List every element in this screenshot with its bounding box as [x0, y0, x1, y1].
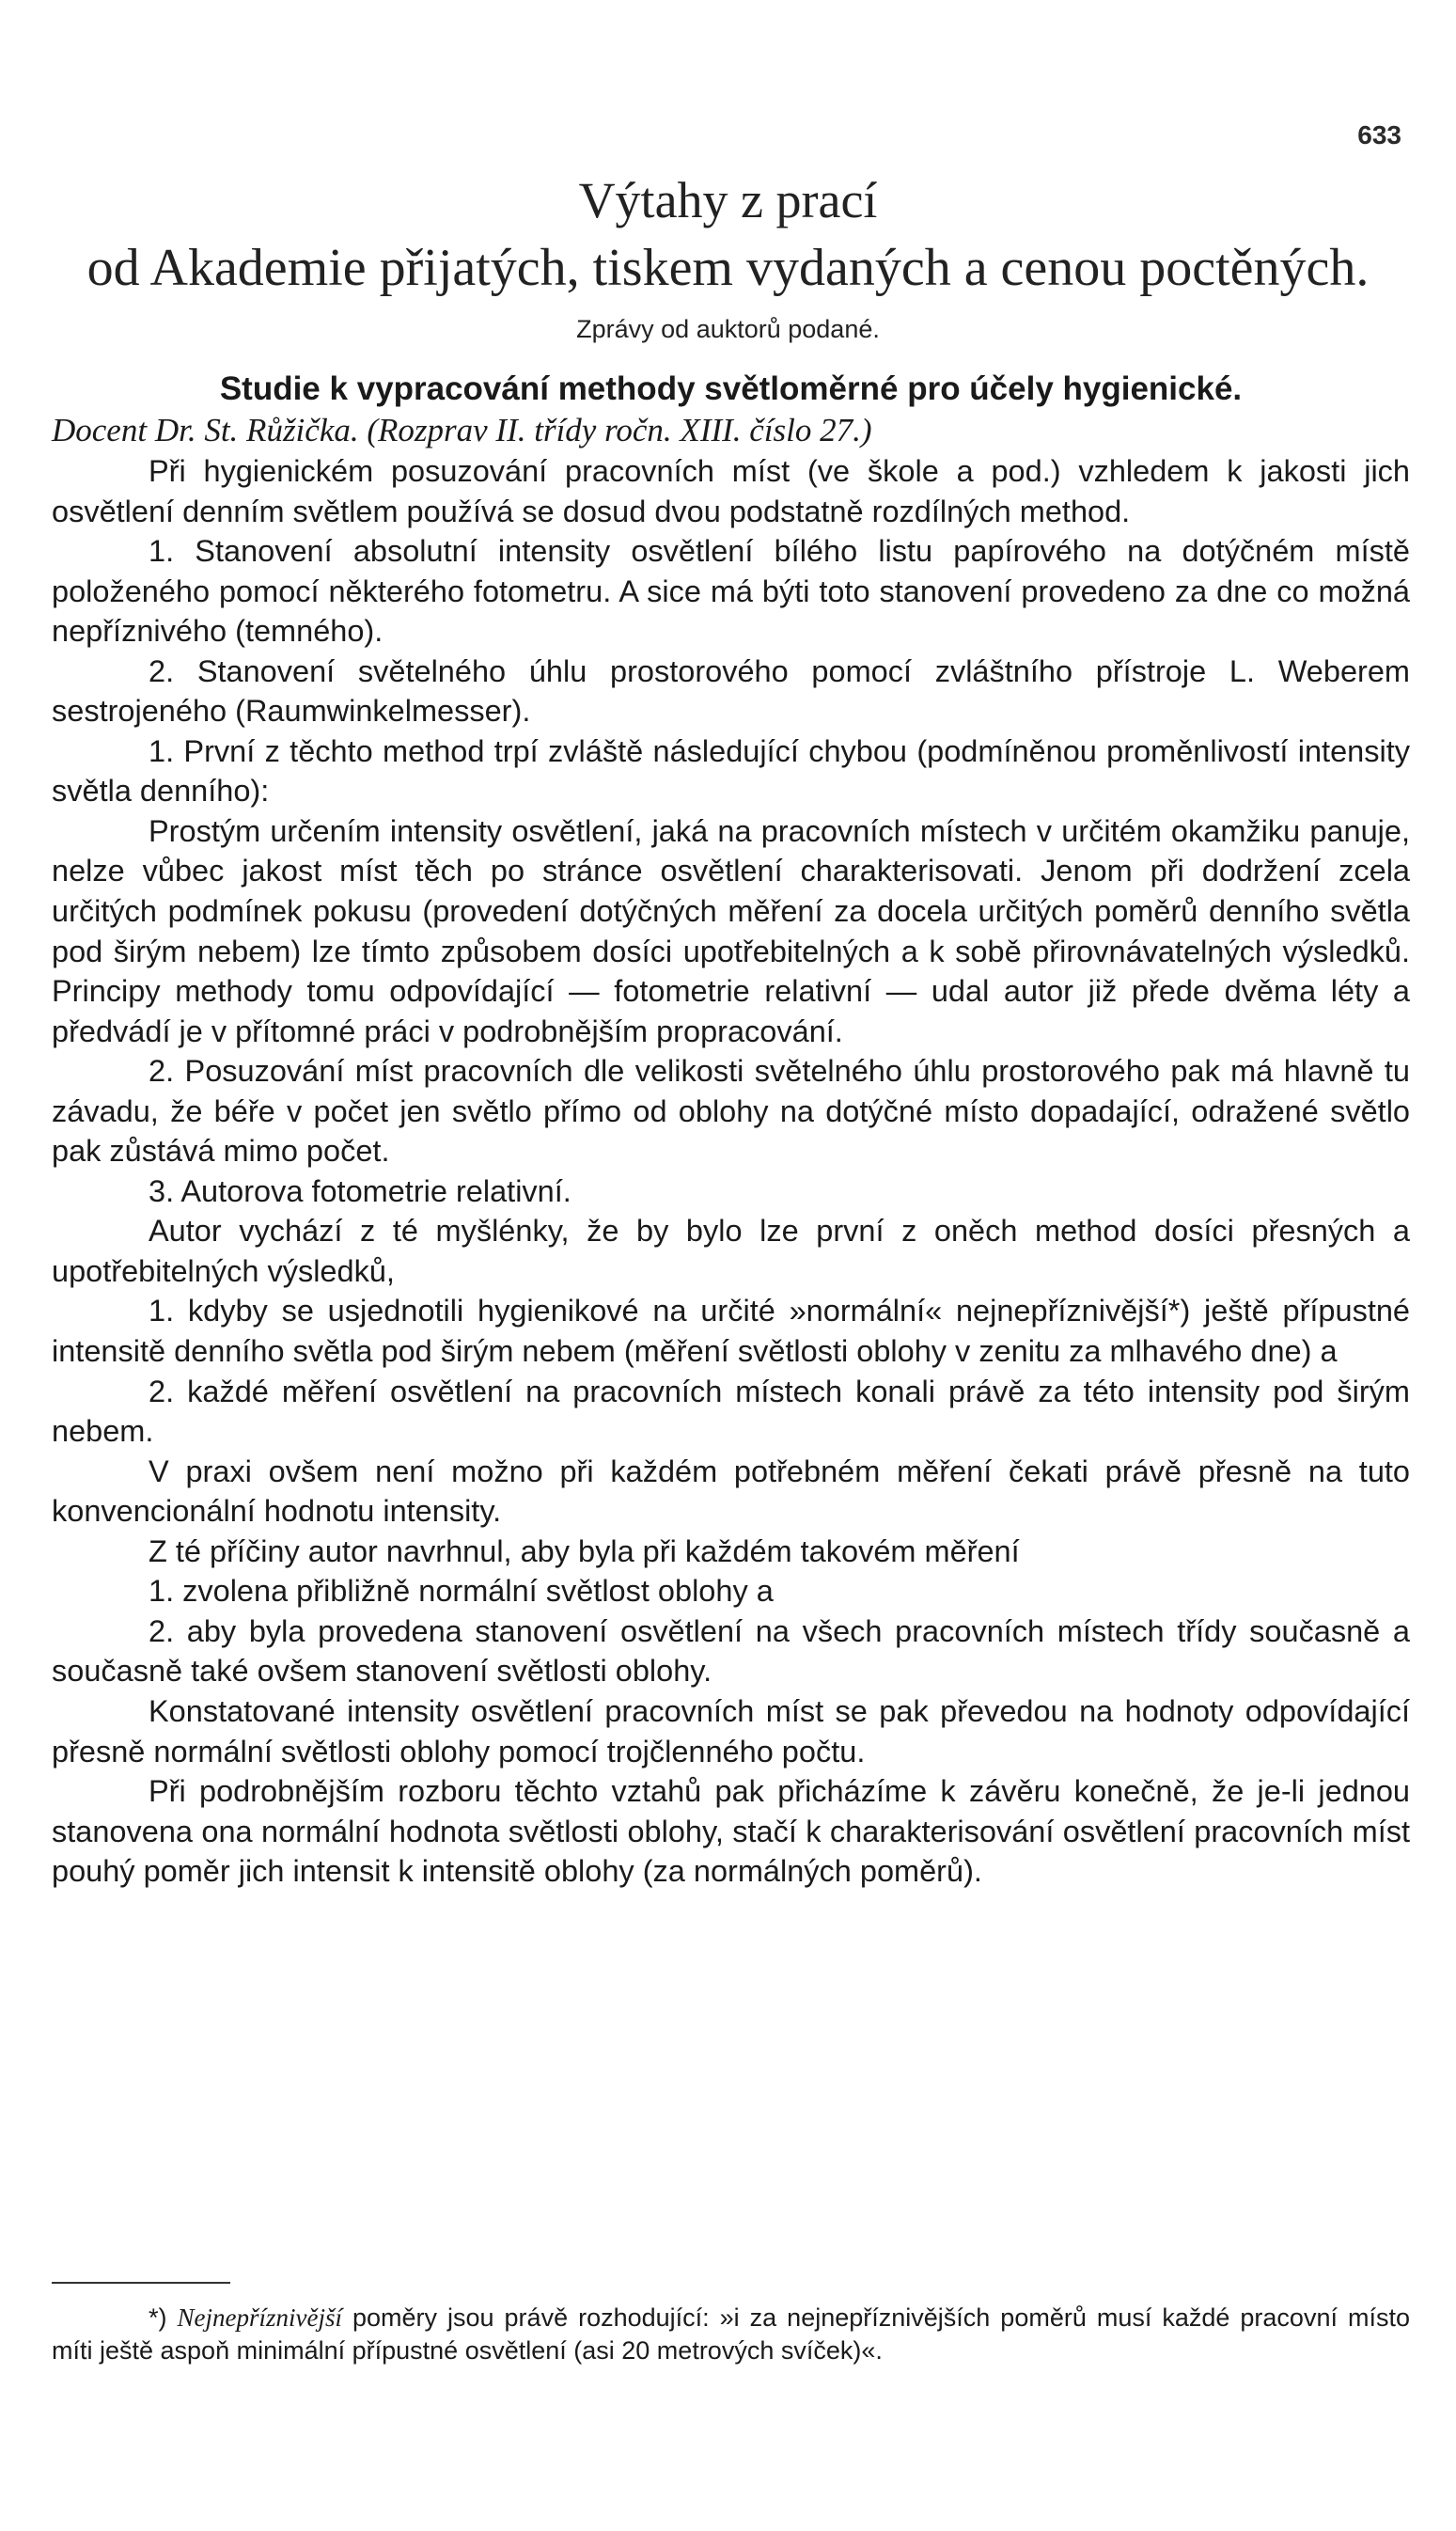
paragraph: 2. Posuzování míst pracovních dle velikosti světelného úhlu prostorového pak má hlavně tu závadu, že béře v počet jen světlo přímo od oblohy na dotýčné místo dopadající, odražené světlo pak zůstává mimo počet.	[52, 1054, 1410, 1169]
paragraph: 1. První z těchto method trpí zvláště následující chybou (podmíněnou proměnlivostí intensity světla denního):	[52, 733, 1410, 809]
section-subtitle: Zprávy od auktorů podané.	[576, 315, 880, 343]
section-header	[0, 169, 1456, 348]
paragraph: 2. každé měření osvětlení na pracovních místech konali právě za této intensity pod širým nebem.	[52, 1374, 1410, 1449]
article-title: Studie k vypracování methody světloměrné pro účely hygienické.	[219, 370, 1243, 407]
paragraph: 2. aby byla provedena stanovení osvětlení na všech pracovních místech třídy současně a současně také ovšem stanovení světlosti oblohy.	[52, 1613, 1410, 1689]
paragraph: V praxi ovšem není možno při každém potřebném měření čekati právě přesně na tuto konvencionální hodnotu intensity.	[52, 1454, 1410, 1529]
footnote-term: Nejnepříznivější	[177, 2303, 342, 2332]
paragraph: Při hygienickém posuzování pracovních míst (ve škole a pod.) vzhledem k jakosti jich osvětlení denním světlem používá se dosud dvou podstatně rozdílných method.	[52, 454, 1410, 528]
footnote-divider	[52, 2282, 230, 2284]
paragraph: Při podrobnějším rozboru těchto vztahů pak přicházíme k závěru konečně, že je-li jednou stanovena ona normální hodnota světlosti oblohy, stačí k charakterisování osvětlení pracovních míst pouhý poměr jich intensit k intensitě oblohy (za normálných poměrů).	[52, 1774, 1410, 1889]
article	[52, 369, 1410, 1892]
paragraph: Konstatované intensity osvětlení pracovních míst se pak převedou na hodnoty odpovídající přesně normální světlosti oblohy pomocí trojčlenného počtu.	[52, 1693, 1410, 1769]
paragraph: 3. Autorova fotometrie relativní.	[149, 1173, 571, 1208]
section-title-line-2: od Akademie přijatých, tiskem vydaných a cenou poctěných.	[86, 239, 1370, 297]
paragraph: 1. zvolena přibližně normální světlost oblohy a	[149, 1574, 774, 1609]
paragraph: Autor vychází z té myšlénky, že by bylo lze první z oněch method dosíci přesných a upotřebitelných výsledků,	[52, 1214, 1410, 1288]
paragraph: 1. Stanovení absolutní intensity osvětlení bílého listu papírového na dotýčném místě položeného pomocí některého fotometru. A sice má býti toto stanovení provedeno za dne co možná nepříznivého (temného).	[52, 534, 1410, 649]
footnote	[52, 2302, 1410, 2367]
footnote-marker: *)	[149, 2303, 167, 2332]
article-author-reference: Docent Dr. St. Růžička. (Rozprav II. třídy ročn. XIII. číslo 27.)	[52, 412, 872, 448]
article-body	[52, 451, 1410, 1892]
paragraph: 2. Stanovení světelného úhlu prostorového pomocí zvláštního přístroje L. Weberem sestrojeného (Raumwinkelmesser).	[52, 653, 1410, 729]
footnote-text: poměry jsou právě rozhodující: »i za nejnepříznivějších poměrů musí každé pracovní místo míti ještě aspoň minimální přípustné osvětlení (asi 20 metrových svíček)«.	[52, 2303, 1410, 2365]
paragraph: Z té příčiny autor navrhnul, aby byla při každém takovém měření	[149, 1533, 1020, 1568]
paragraph: Prostým určením intensity osvětlení, jaká na pracovních místech v určitém okamžiku panuje, nelze vůbec jakost míst těch po stránce osvětlení charakterisovati. Jenom při dodržení zcela určitých podmínek pokusu (provedení dotýčných měření za docela určitých poměrů denního světla pod širým nebem) lze tímto způsobem dosíci upotřebitelných a k sobě přirovnávatelných výsledků. Principy methody tomu odpovídající — fotometrie relativní — udal autor již přede dvěma léty a předvádí je v přítomné práci v podrobnějším propracování.	[52, 813, 1410, 1048]
page-number: 633	[1357, 120, 1401, 149]
paragraph: 1. kdyby se usjednotili hygienikové na určité »normální« nejnepříznivější*) ještě přípustné intensitě denního světla pod širým nebem (měření světlosti oblohy v zenitu za mlhavého dne) a	[52, 1294, 1410, 1369]
section-title-line-1: Výtahy z prací	[578, 172, 878, 228]
